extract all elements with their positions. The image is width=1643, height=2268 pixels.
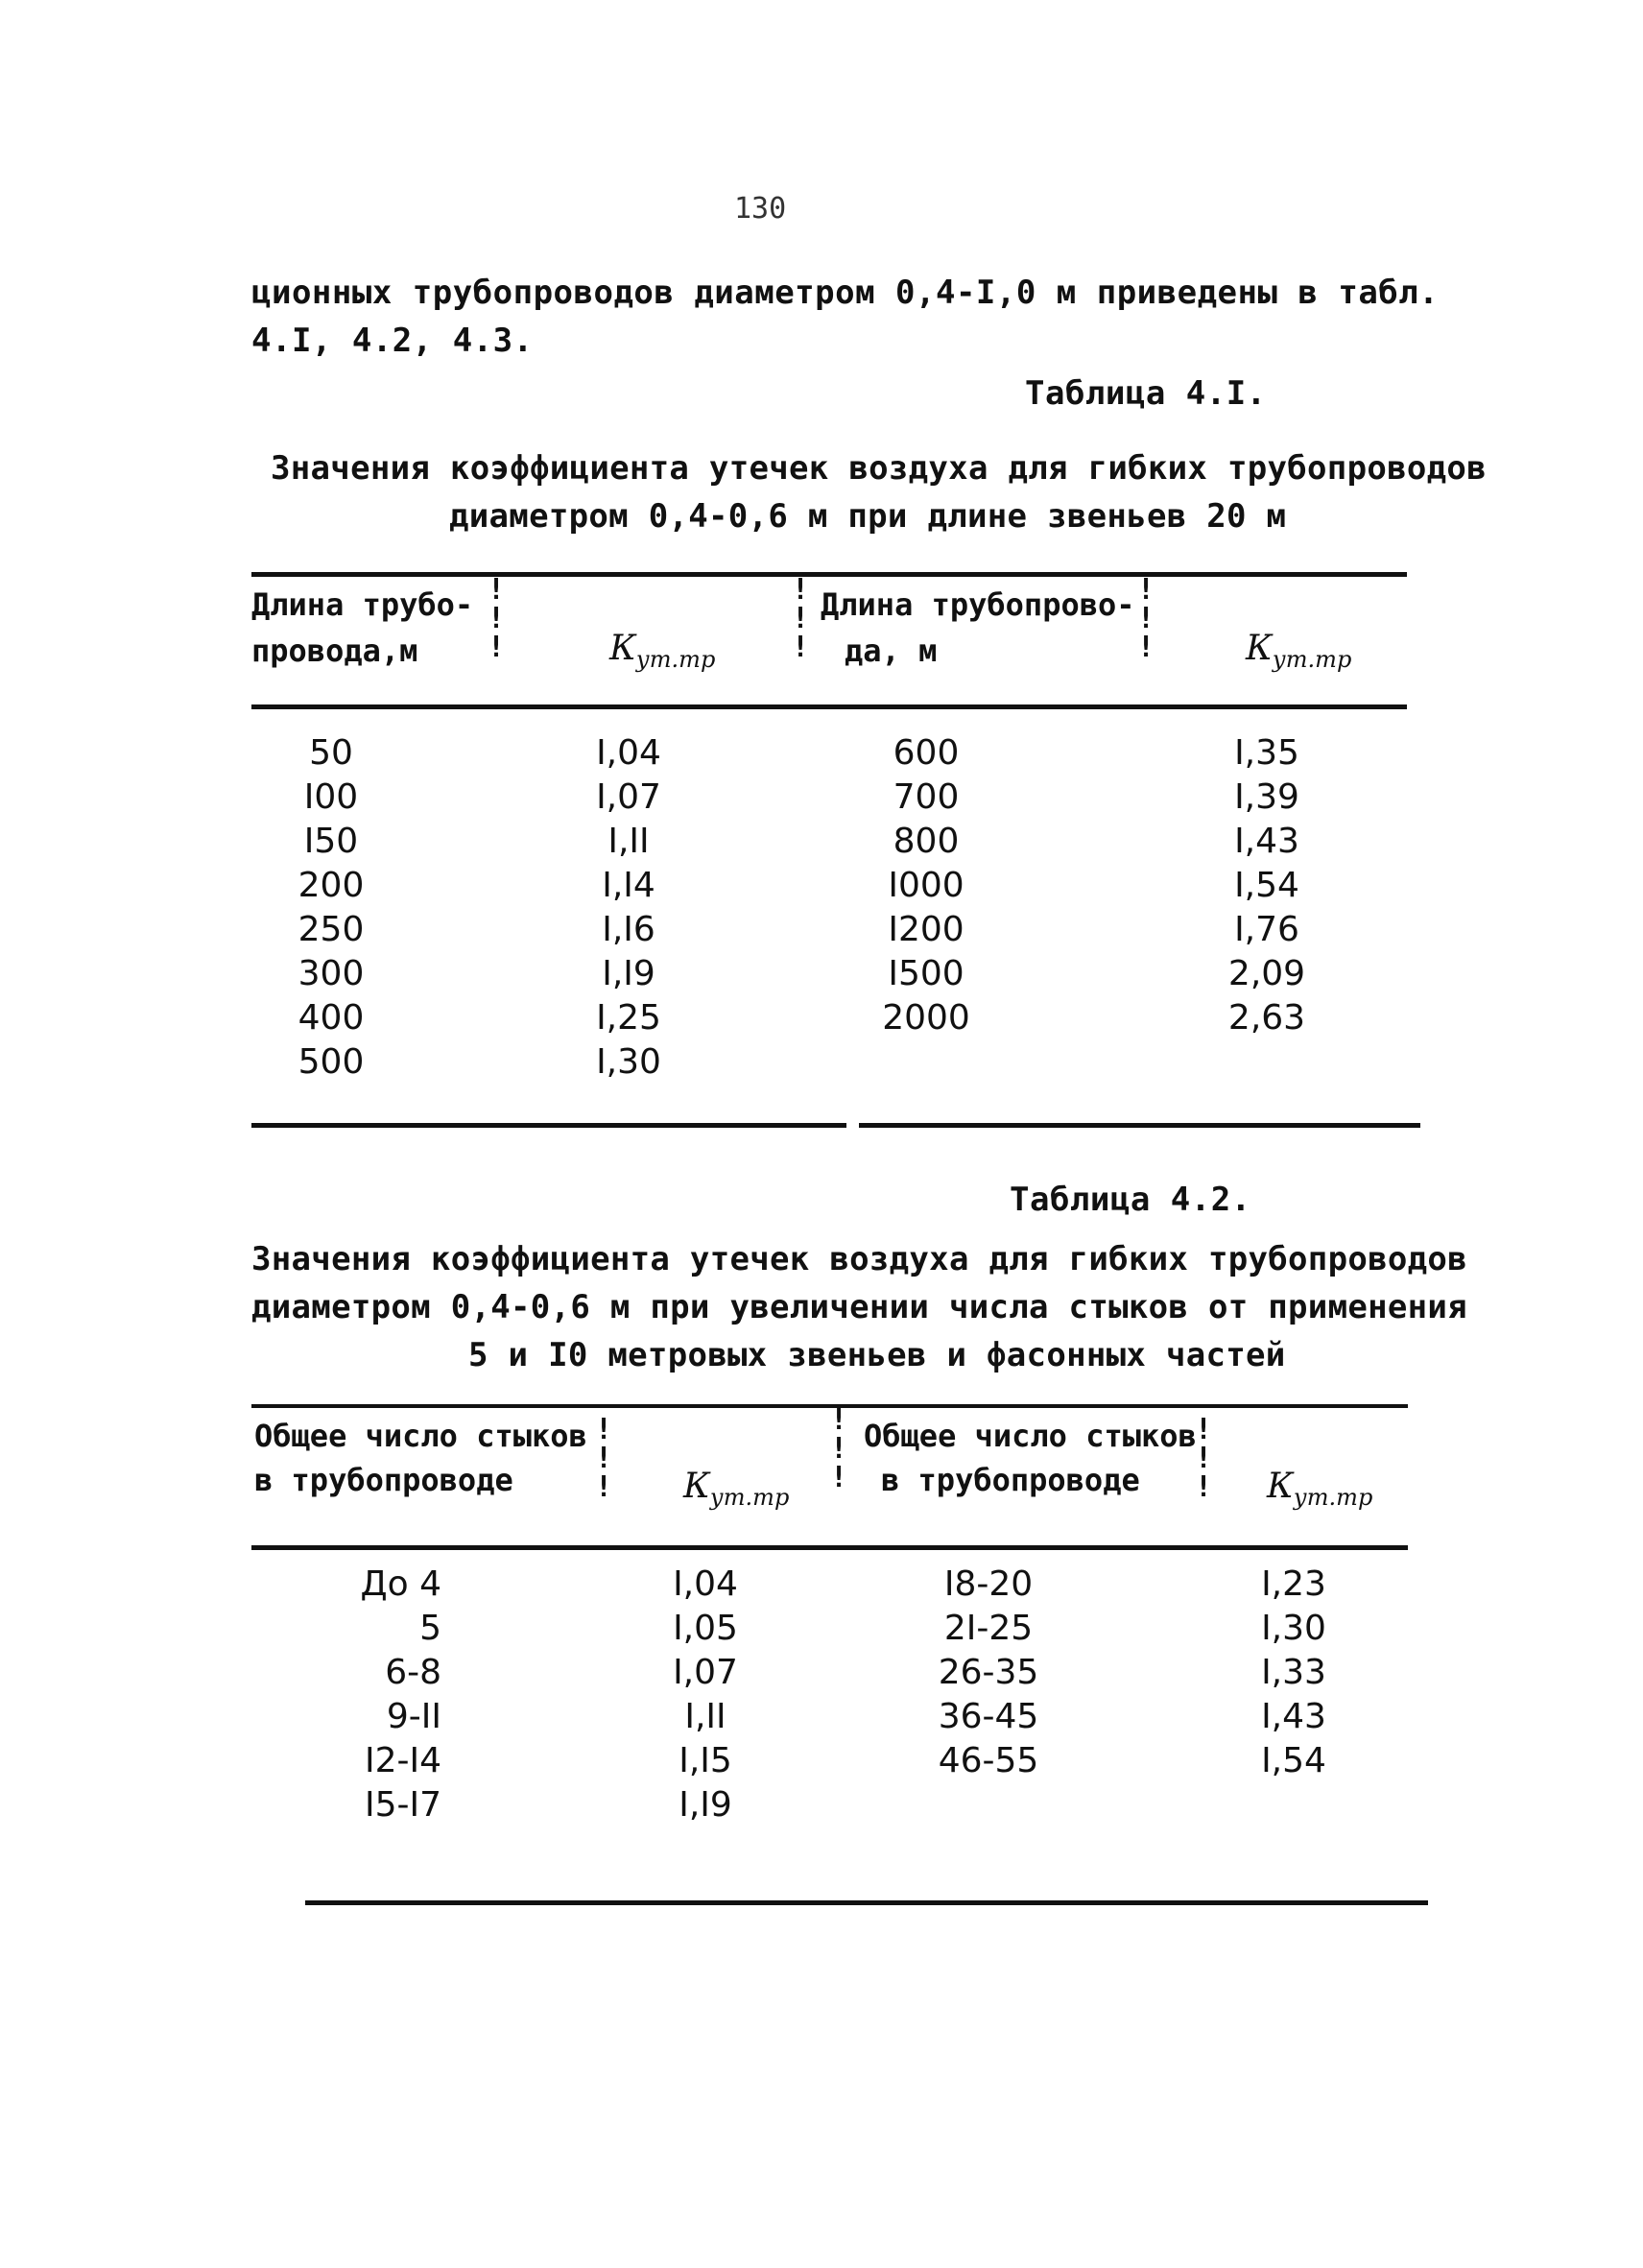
- table1-cell: 600: [893, 733, 960, 773]
- table2-header-sep-2: ! ! !: [830, 1403, 848, 1494]
- table1-cell: I500: [888, 954, 964, 993]
- table2-cell: I5-I7: [364, 1785, 441, 1825]
- k-subscript: ут.тр: [635, 646, 716, 674]
- table2-cell: I8-20: [943, 1564, 1034, 1604]
- table2-header-rule: [251, 1545, 1408, 1550]
- table1-header-col3-line1: Длина трубопрово-: [821, 586, 1135, 623]
- table1-cell: 200: [298, 866, 365, 905]
- table1-col-lengths-right: [864, 731, 988, 1040]
- table2-cell: I,05: [673, 1609, 738, 1648]
- table2-header-sep-3: ! ! !: [1195, 1413, 1213, 1504]
- table1-cell: I000: [888, 866, 964, 905]
- k-label: К: [1267, 1467, 1294, 1506]
- table1-cell: 700: [893, 777, 960, 817]
- table2-cell: I2-I4: [364, 1741, 441, 1780]
- table2-col-joints-left: [317, 1563, 441, 1827]
- table2-header-sep-1: ! ! !: [595, 1413, 613, 1504]
- table1-cell: 2,09: [1227, 954, 1306, 993]
- table2-cell: I,33: [1261, 1653, 1326, 1692]
- table1-header-sep-2: ! ! !: [792, 573, 810, 664]
- table2-header-col1-line1: Общее число стыков: [254, 1418, 587, 1454]
- table1-cell: I,54: [1234, 866, 1299, 905]
- table1-cell: 300: [298, 954, 365, 993]
- table2-bottom-rule: [305, 1900, 1428, 1905]
- table1-bottom-rule-left: [251, 1123, 846, 1128]
- table1-header-col3-line2: да, м: [845, 633, 938, 669]
- table1-top-rule: [251, 572, 1407, 577]
- table2-title-line-3: 5 и I0 метровых звеньев и фасонных частей: [468, 1336, 1286, 1374]
- table1-header-col2: [609, 629, 715, 673]
- table1-bottom-rule-right: [859, 1123, 1420, 1128]
- k-label: К: [1246, 629, 1273, 668]
- k-subscript: ут.тр: [1272, 646, 1352, 674]
- table1-cell: I,I6: [602, 910, 655, 949]
- table1-cell: 50: [309, 733, 353, 773]
- table1-header-col1-line1: Длина трубо-: [251, 586, 474, 623]
- table2-cell: I,II: [684, 1697, 726, 1736]
- table2-cell: До 4: [360, 1564, 441, 1604]
- table1-cell: I,25: [596, 998, 661, 1038]
- intro-line-2: 4.I, 4.2, 4.3.: [251, 322, 534, 360]
- k-subscript: ут.тр: [1293, 1484, 1373, 1512]
- k-label: К: [683, 1467, 710, 1506]
- table2-col-k-left: [648, 1563, 763, 1827]
- table2-cell: I,07: [673, 1653, 738, 1692]
- table1-col-k-left: [571, 731, 686, 1085]
- table1-header-sep-1: ! ! !: [488, 573, 506, 664]
- table1-header-rule: [251, 704, 1407, 709]
- table2-cell: I,54: [1261, 1741, 1326, 1780]
- table1-cell: I,07: [596, 777, 661, 817]
- page-number: 130: [734, 192, 787, 226]
- table1-cell: I00: [303, 777, 359, 817]
- table2-header-col3-line1: Общее число стыков: [864, 1418, 1197, 1454]
- table2-cell: 5: [419, 1609, 441, 1648]
- table1-cell: I50: [303, 822, 359, 861]
- table1-title-line-2: диаметром 0,4-0,6 м при длине звеньев 20 м: [449, 497, 1287, 536]
- table1-header-col1-line2: провода,м: [251, 633, 418, 669]
- k-subscript: ут.тр: [709, 1484, 790, 1512]
- table1-cell: I,39: [1234, 777, 1299, 817]
- table1-cell: 2,63: [1227, 998, 1306, 1038]
- table2-cell: 9-II: [386, 1697, 441, 1736]
- table2-col-k-right: [1236, 1563, 1351, 1783]
- table1-cell: I,04: [596, 733, 661, 773]
- table1-header-sep-3: ! ! !: [1137, 573, 1155, 664]
- table2-header-col1-line2: в трубопроводе: [254, 1462, 513, 1498]
- table1-cell: 400: [298, 998, 365, 1038]
- table2-header-col2: [683, 1467, 789, 1511]
- table2-cell: I,04: [673, 1564, 738, 1604]
- table1-cell: I,76: [1234, 910, 1299, 949]
- table1-cell: 250: [298, 910, 365, 949]
- table1-cell: I,35: [1234, 733, 1299, 773]
- table1-cell: I,I4: [602, 866, 655, 905]
- table2-col-joints-right: [921, 1563, 1056, 1783]
- table2-cell: 6-8: [385, 1653, 441, 1692]
- intro-line-1: ционных трубопроводов диаметром 0,4-I,0 м приведены в табл.: [251, 274, 1440, 312]
- table2-cell: I,30: [1261, 1609, 1326, 1648]
- table2-cell: 46-55: [938, 1741, 1039, 1780]
- table1-cell: I,30: [596, 1042, 661, 1082]
- table1-col-lengths-left: [278, 731, 384, 1085]
- table1-cell: 800: [893, 822, 960, 861]
- table1-title-line-1: Значения коэффициента утечек воздуха для гибких трубопроводов: [271, 449, 1487, 488]
- table1-col-k-right: [1209, 731, 1324, 1040]
- table1-cell: 2000: [882, 998, 970, 1038]
- table1-caption: Таблица 4.I.: [1025, 374, 1267, 413]
- k-label: К: [609, 629, 636, 668]
- table1-cell: I,II: [607, 822, 650, 861]
- table1-cell: 500: [298, 1042, 365, 1082]
- table2-cell: I,23: [1261, 1564, 1326, 1604]
- table1-header-col4: [1246, 629, 1351, 673]
- table2-cell: I,I5: [679, 1741, 732, 1780]
- table2-caption: Таблица 4.2.: [1010, 1181, 1251, 1219]
- table2-cell: I,43: [1261, 1697, 1326, 1736]
- table2-cell: I,I9: [679, 1785, 732, 1825]
- table2-title-line-2: диаметром 0,4-0,6 м при увеличении числа стыков от применения: [251, 1288, 1467, 1326]
- table2-title-line-1: Значения коэффициента утечек воздуха для гибких трубопроводов: [251, 1240, 1467, 1278]
- table2-cell: 2I-25: [943, 1609, 1034, 1648]
- table2-cell: 26-35: [938, 1653, 1039, 1692]
- table1-cell: I,I9: [602, 954, 655, 993]
- table2-cell: 36-45: [938, 1697, 1039, 1736]
- table1-cell: I200: [888, 910, 964, 949]
- table2-header-col3-line2: в трубопроводе: [881, 1462, 1140, 1498]
- table1-cell: I,43: [1234, 822, 1299, 861]
- table2-header-col4: [1267, 1467, 1372, 1511]
